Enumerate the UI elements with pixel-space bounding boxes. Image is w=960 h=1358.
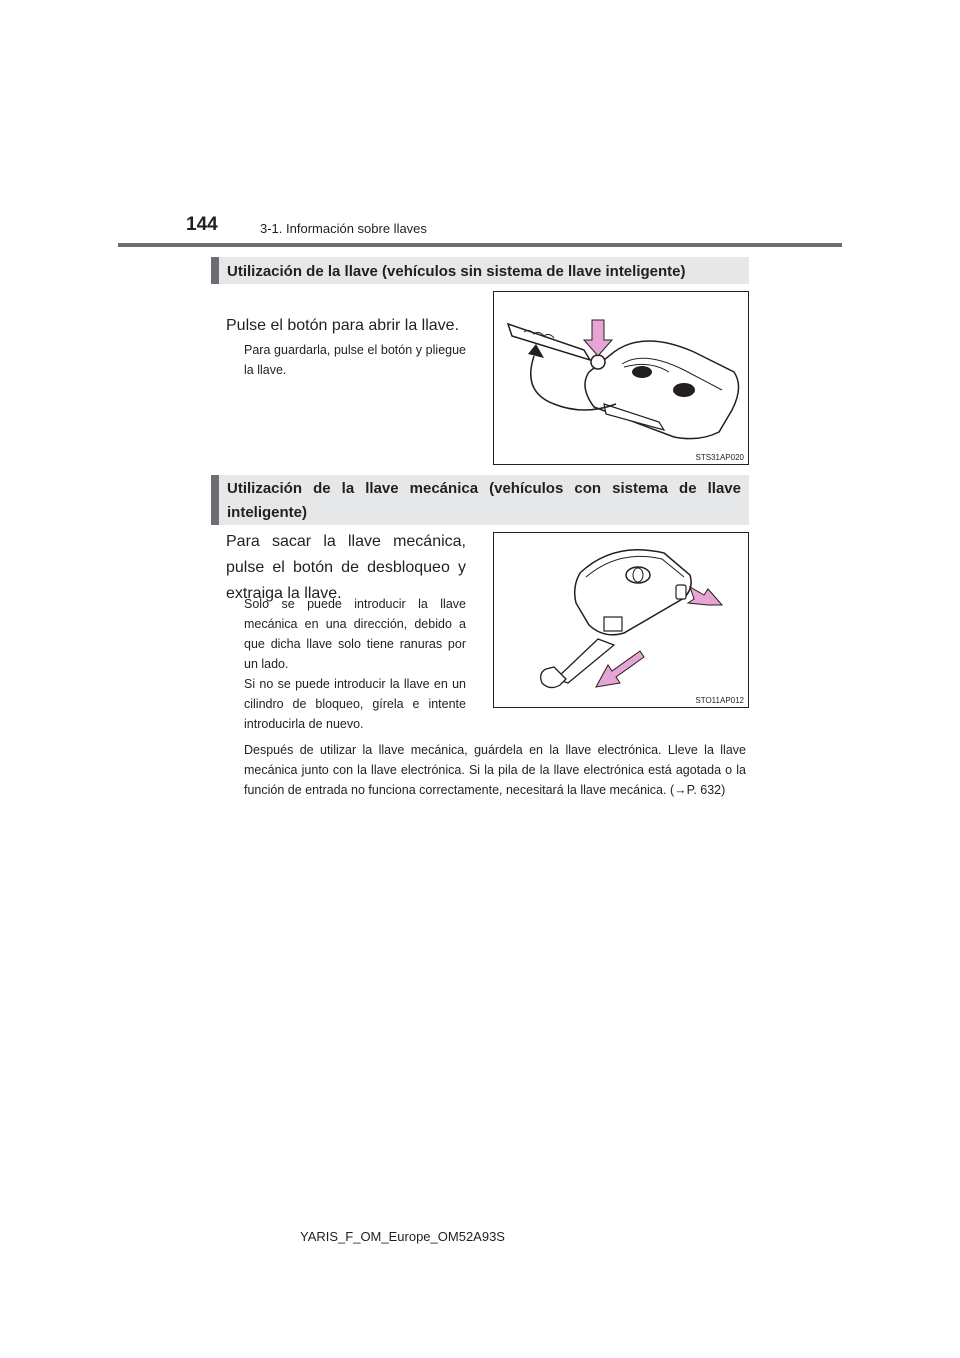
figure2-code: STO11AP012 xyxy=(695,696,744,705)
figure1-code: STS31AP020 xyxy=(695,453,744,462)
section-title: 3-1. Información sobre llaves xyxy=(260,221,427,236)
section2-note1b-text: Si no se puede introducir la llave en un cilindro de bloqueo, gírela e intente introducirla de nuevo. xyxy=(244,677,466,731)
section2-lead: Para sacar la llave mecánica, pulse el botón de desbloqueo y extraiga la llave. xyxy=(226,533,466,602)
section2-heading xyxy=(211,475,749,525)
folding-key-figure xyxy=(493,291,749,465)
section1-lead: Pulse el botón para abrir la llave. xyxy=(226,317,460,334)
smart-key-illustration xyxy=(494,533,748,707)
page-number: 144 xyxy=(186,214,218,235)
section1-heading-text: Utilización de la llave (vehículos sin sistema de llave inteligente) xyxy=(227,263,686,280)
section2-note1 xyxy=(244,594,466,734)
section1-heading xyxy=(211,257,749,284)
footer-doc-id: YARIS_F_OM_Europe_OM52A93S xyxy=(300,1229,505,1244)
section2-heading-text: Utilización de la llave mecánica (vehículos con sistema de llave inteligente) xyxy=(227,480,741,521)
section2-note1-text: Solo se puede introducir la llave mecánica en una dirección, debido a que dicha llave solo tiene ranuras por un lado. xyxy=(244,597,466,671)
smart-key-figure xyxy=(493,532,749,708)
section2-note2: Después de utilizar la llave mecánica, guárdela en la llave electrónica. Lleve la llave mecánica junto con la llave electrónica. Si la pila de la llave electrónica está agotada o la función de entrada no funciona correctamente, necesitará la llave mecánica. (→P. 632) xyxy=(244,743,746,797)
section1-note: Para guardarla, pulse el botón y pliegue la llave. xyxy=(244,343,466,377)
header-rule xyxy=(118,243,842,247)
folding-key-illustration xyxy=(494,292,748,464)
